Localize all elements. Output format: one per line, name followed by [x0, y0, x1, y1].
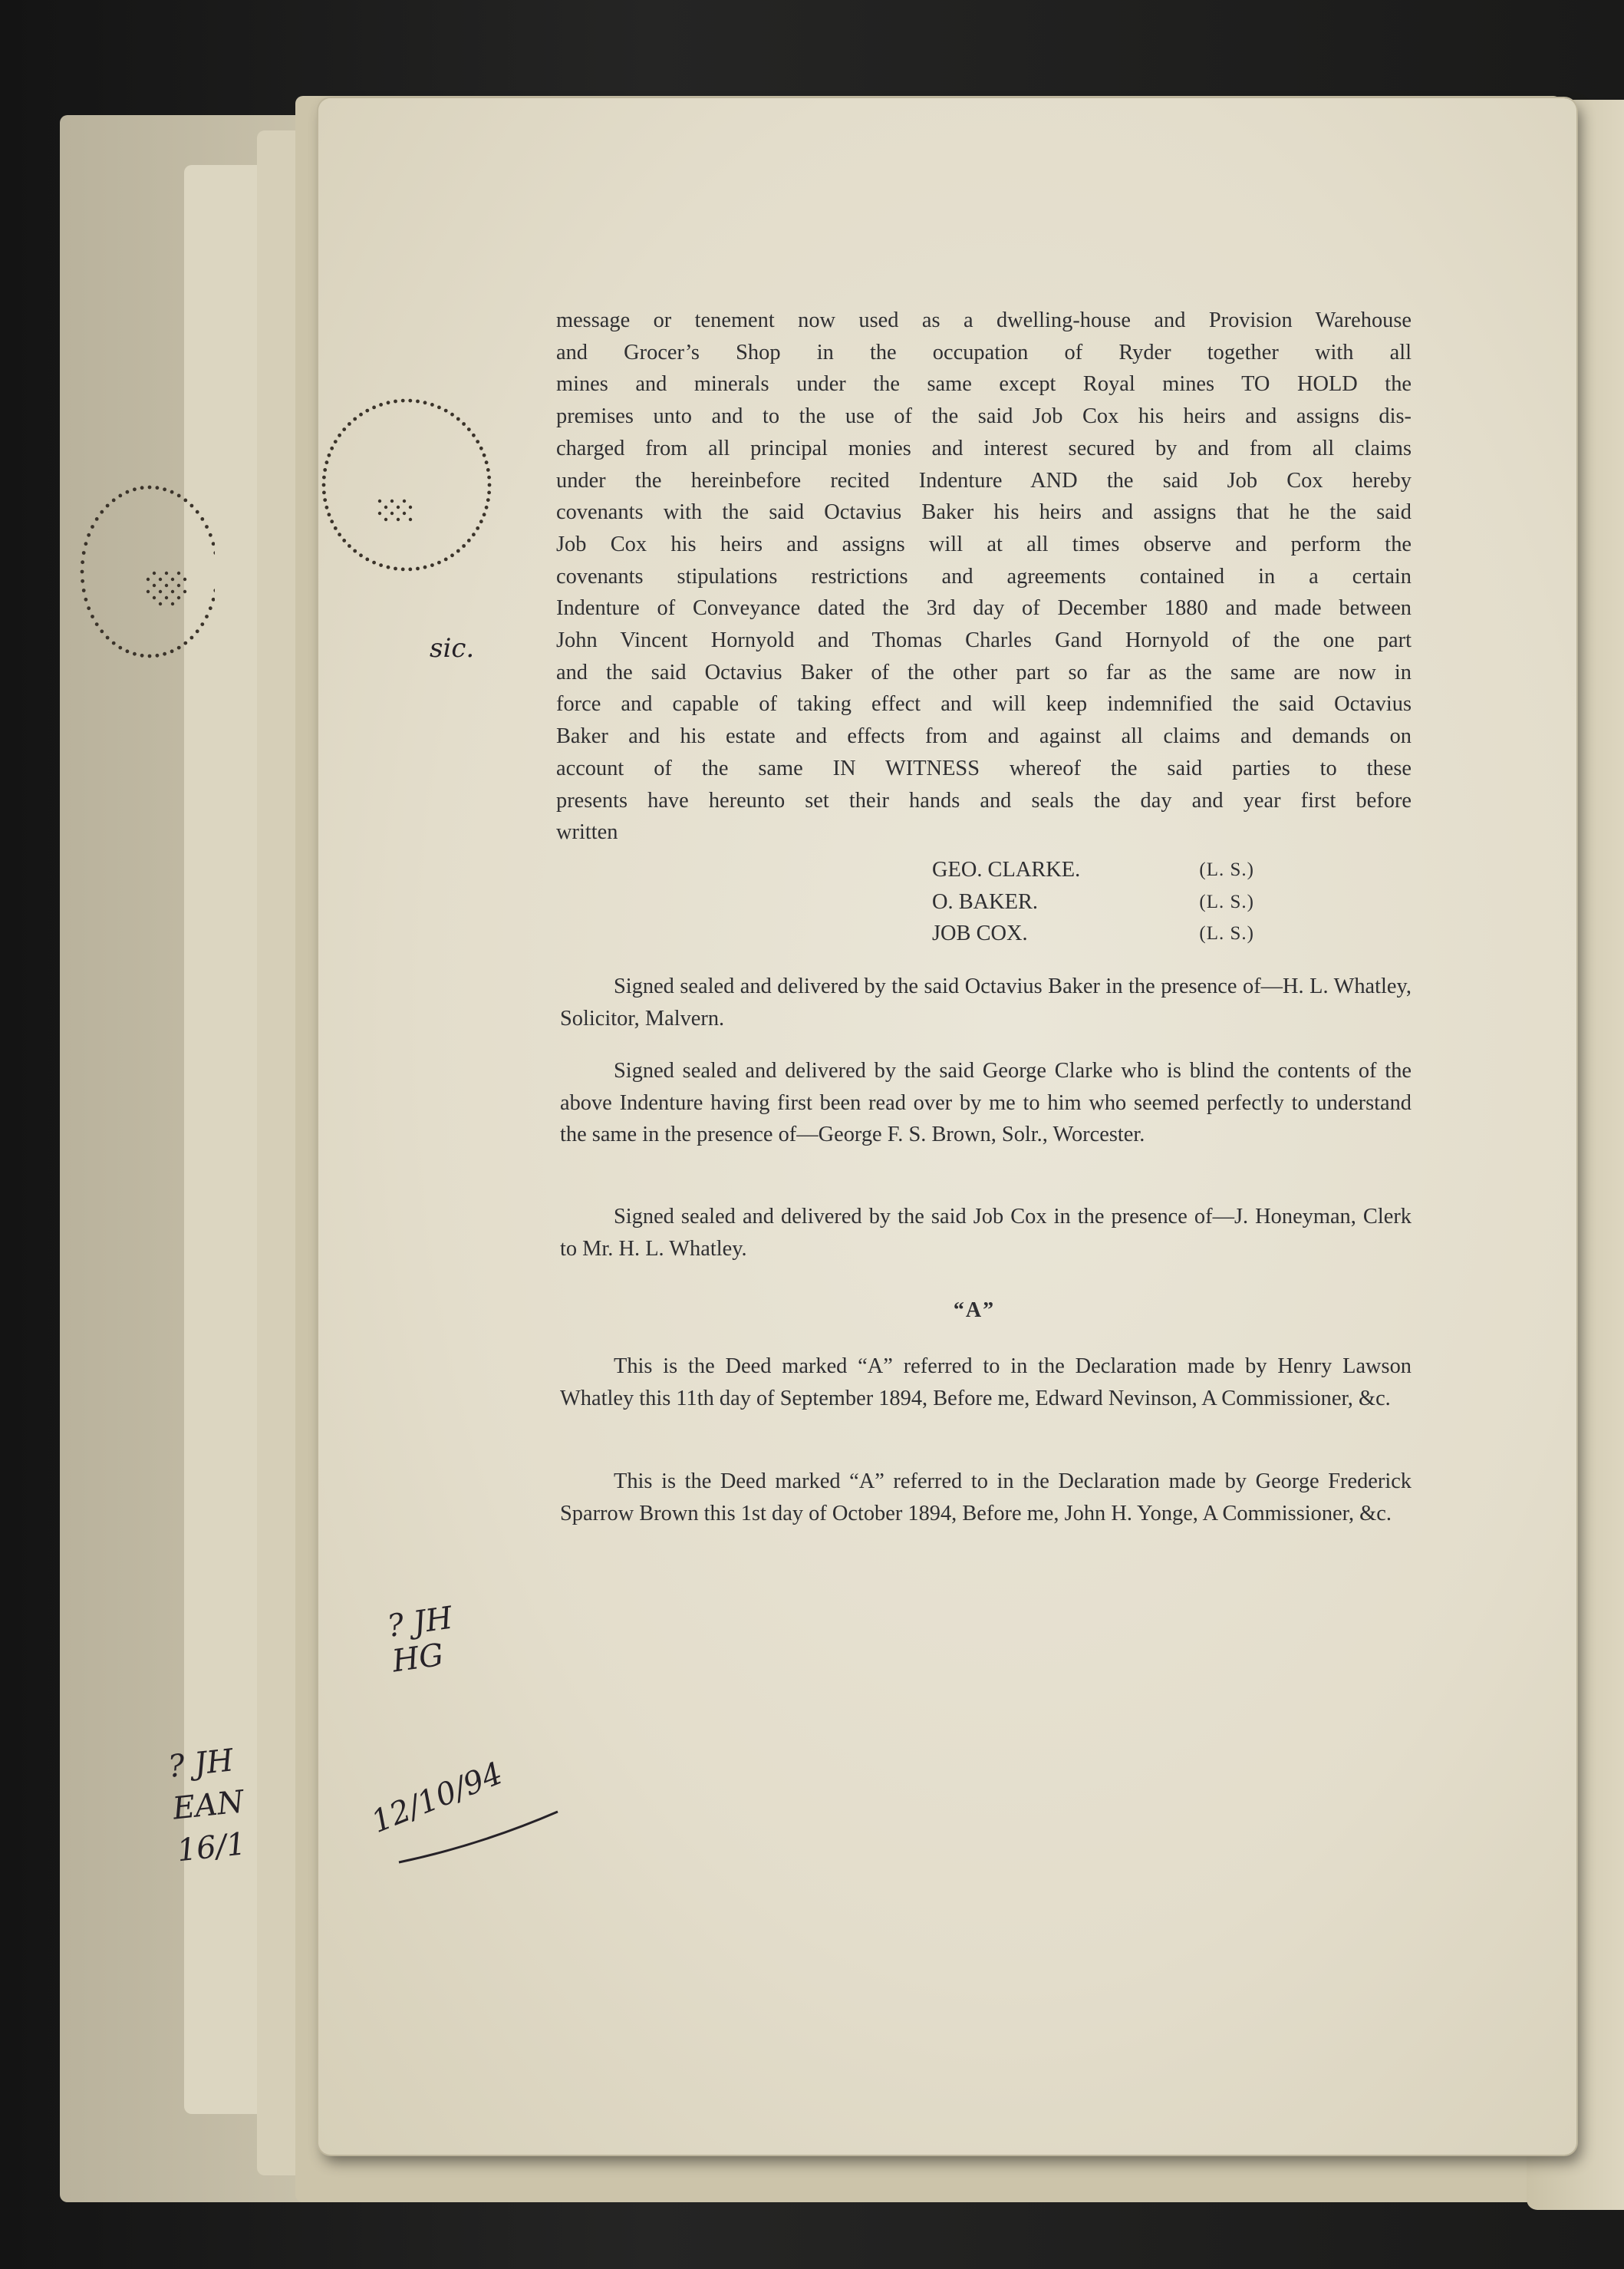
body-line: John Vincent Hornyold and Thomas Charles Gand Hornyold of the one part [556, 628, 1412, 653]
seal-mark: (L. S.) [1199, 923, 1254, 945]
handwritten-date: 12/10/94 [366, 1756, 508, 1840]
signatories-block [932, 854, 1254, 950]
signatory-row [932, 886, 1254, 918]
seal-mark: (L. S.) [1199, 859, 1254, 880]
perforated-seal-main [318, 395, 495, 575]
body-line: mines and minerals under the same except Royal mines TO HOLD the [556, 372, 1412, 397]
body-line: force and capable of taking effect and will keep indemnified the said Octavius [556, 692, 1412, 717]
body-line: and Grocer’s Shop in the occupation of Ryder together with all [556, 340, 1412, 364]
seal-mark: (L. S.) [1199, 891, 1254, 912]
declaration-whatley: This is the Deed marked “A” referred to in the Declaration made by Henry Lawson Whatley this 11th day of September 1894, Before me, Edward Nevinson, A Commissioner, &c. [560, 1354, 1412, 1410]
signatory-row [932, 918, 1254, 950]
body-line: charged from all principal monies and interest secured by and from all claims [556, 436, 1412, 460]
deed-body-text [556, 305, 1412, 849]
attestation-cox: Signed sealed and delivered by the said Job Cox in the presence of—J. Honeyman, Clerk to Mr. H. L. Whatley. [560, 1205, 1412, 1261]
exhibit-mark: “A” [953, 1298, 996, 1322]
body-line: presents have hereunto set their hands and seals the day and year first before [556, 788, 1412, 813]
body-line: covenants with the said Octavius Baker his heirs and assigns that he the said [556, 500, 1412, 525]
body-line: premises unto and to the use of the said Job Cox his heirs and assigns dis- [556, 404, 1412, 429]
body-line: account of the same IN WITNESS whereof the said parties to these [556, 756, 1412, 780]
body-line: under the hereinbefore recited Indenture AND the said Job Cox hereby [556, 468, 1412, 493]
perforated-seal-left [77, 480, 215, 664]
attestation-baker: Signed sealed and delivered by the said Octavius Baker in the presence of—H. L. Whatley, Solicitor, Malvern. [560, 975, 1412, 1031]
handwritten-initials: ? JH HG [385, 1600, 455, 1680]
body-line: written [556, 820, 618, 845]
signatory-name: O. BAKER. [932, 889, 1039, 914]
body-line: Indenture of Conveyance dated the 3rd day of December 1880 and made between [556, 596, 1412, 621]
signatory-name: GEO. CLARKE. [932, 858, 1081, 882]
signatory-row [932, 854, 1254, 886]
declaration-brown: This is the Deed marked “A” referred to in the Declaration made by George Frederick Sparrow Brown this 1st day of October 1894, Before me, John H. Yonge, A Commissioner, &c. [560, 1469, 1412, 1525]
date-underline [395, 1807, 564, 1868]
body-line: Job Cox his heirs and assigns will at all times observe and perform the [556, 532, 1412, 556]
body-line: Baker and his estate and effects from and against all claims and demands on [556, 724, 1412, 749]
handwritten-initials-left: ? JH EAN 16/1 [166, 1743, 248, 1869]
body-line: message or tenement now used as a dwelling-house and Provision Warehouse [556, 308, 1412, 332]
body-line: covenants stipulations restrictions and agreements contained in a certain [556, 564, 1412, 589]
margin-note-sic: sic. [430, 633, 475, 664]
signatory-name: JOB COX. [932, 922, 1028, 946]
attestation-clarke: Signed sealed and delivered by the said George Clarke who is blind the contents of the above Indenture having first been read over by me to him who seemed perfectly to understand the same in the presence of—George F. S. Brown, Solr., Worcester. [560, 1059, 1412, 1147]
body-line: and the said Octavius Baker of the other part so far as the same are now in [556, 660, 1412, 684]
